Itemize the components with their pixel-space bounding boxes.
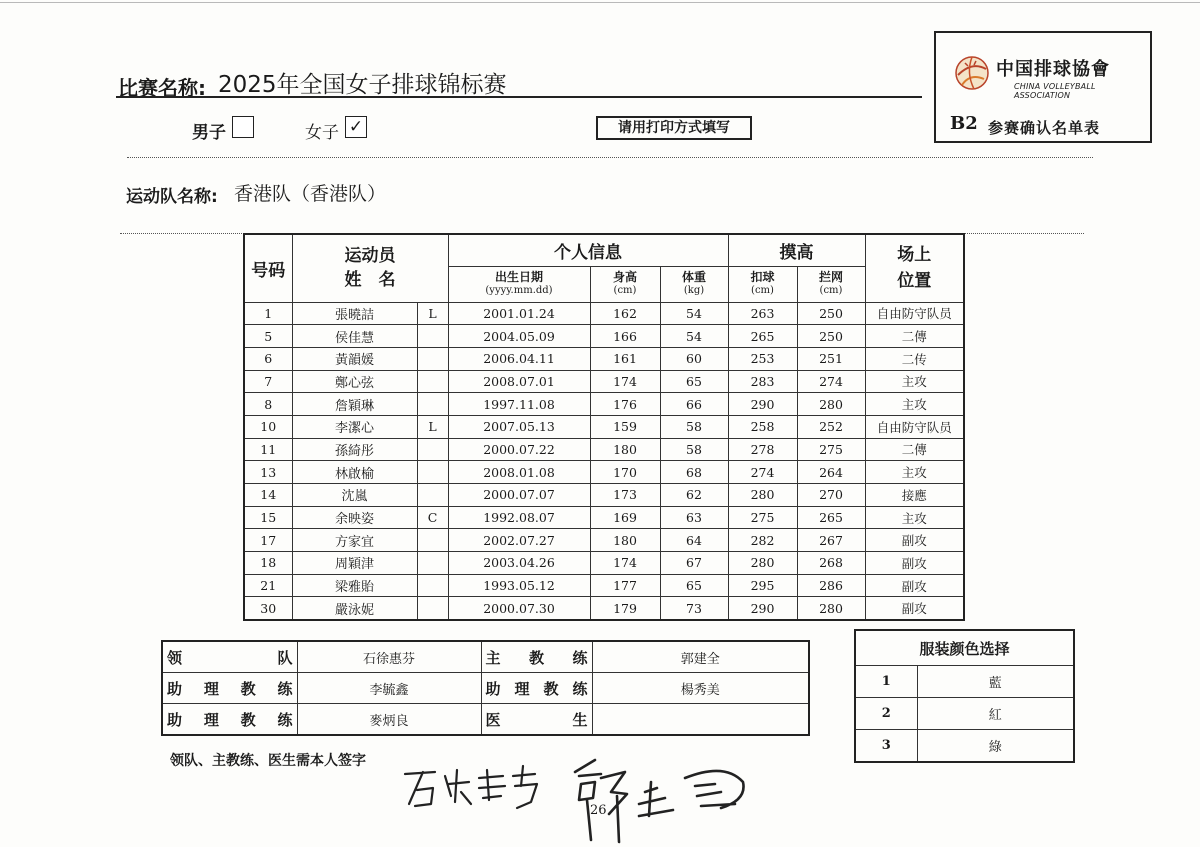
cell-position: 主攻: [865, 393, 964, 416]
table-row: [244, 370, 964, 393]
header-block: [797, 266, 865, 302]
signature-note: 领队、主教练、医生需本人签字: [170, 753, 366, 769]
table-row: [244, 506, 964, 529]
form-code: B2: [950, 113, 978, 134]
cell-name: 鄭心弦: [292, 370, 417, 393]
cell-number: 8: [244, 393, 292, 416]
header-weight: [660, 266, 728, 302]
cell-weight: 68: [660, 461, 728, 484]
head-coach-name: 郭建全: [592, 641, 809, 673]
header-athlete-line1: 运动员: [344, 246, 396, 267]
table-row: [244, 552, 964, 575]
cell-mark: [417, 393, 448, 416]
cell-name: 林啟榆: [292, 461, 417, 484]
cell-dob: 2000.07.30: [448, 597, 590, 620]
role-assistant-coach-3: [162, 704, 297, 736]
cell-number: 1: [244, 302, 292, 325]
cell-dob: 2003.04.26: [448, 552, 590, 575]
header-block-label: 拦网: [818, 270, 843, 284]
table-row: [244, 415, 964, 438]
roster-table: [243, 233, 965, 621]
cell-weight: 58: [660, 415, 728, 438]
cell-spike: 275: [728, 506, 797, 529]
header-weight-unit: (kg): [683, 285, 705, 296]
cell-height: 176: [590, 393, 660, 416]
cell-spike: 295: [728, 574, 797, 597]
cell-dob: 2002.07.27: [448, 529, 590, 552]
assistant-coach-3-name: 麥炳良: [297, 704, 481, 736]
cell-dob: 2004.05.09: [448, 325, 590, 348]
cell-mark: [417, 370, 448, 393]
cell-name: 李潔心: [292, 415, 417, 438]
cell-weight: 58: [660, 438, 728, 461]
color-row: [855, 666, 1074, 698]
color-option-value: 紅: [917, 698, 1074, 730]
cell-block: 280: [797, 597, 865, 620]
gender-male-checkbox[interactable]: [232, 116, 254, 138]
cell-spike: 290: [728, 597, 797, 620]
header-block-unit: (cm): [819, 285, 843, 296]
cell-number: 21: [244, 574, 292, 597]
dotted-separator-1: [127, 157, 1093, 158]
cell-height: 177: [590, 574, 660, 597]
color-option-value: 綠: [917, 730, 1074, 763]
top-rule: [0, 2, 1200, 3]
cell-weight: 73: [660, 597, 728, 620]
org-name-en: CHINA VOLLEYBALL ASSOCIATION: [1014, 82, 1096, 100]
cell-position: 副攻: [865, 574, 964, 597]
header-position-line2: 位置: [897, 271, 932, 292]
cell-number: 17: [244, 529, 292, 552]
cell-spike: 283: [728, 370, 797, 393]
cell-position: 副攻: [865, 597, 964, 620]
cell-number: 14: [244, 484, 292, 507]
cell-position: 副攻: [865, 529, 964, 552]
table-row: [244, 347, 964, 370]
cell-spike: 265: [728, 325, 797, 348]
cell-block: 280: [797, 393, 865, 416]
color-row: [855, 698, 1074, 730]
role-doctor: [481, 704, 592, 736]
cell-block: 268: [797, 552, 865, 575]
competition-name: 2025年全国女子排球锦标赛: [218, 72, 507, 98]
cell-spike: 290: [728, 393, 797, 416]
cell-weight: 62: [660, 484, 728, 507]
table-row: [244, 461, 964, 484]
cell-name: 嚴泳妮: [292, 597, 417, 620]
cell-mark: [417, 484, 448, 507]
cell-height: 180: [590, 438, 660, 461]
cell-name: 孫綺彤: [292, 438, 417, 461]
cell-spike: 282: [728, 529, 797, 552]
org-name-cn: 中国排球協會: [996, 59, 1110, 80]
cell-spike: 258: [728, 415, 797, 438]
cell-number: 15: [244, 506, 292, 529]
header-position-line1: 场上: [897, 245, 932, 266]
cell-block: 252: [797, 415, 865, 438]
gender-female-label: 女子: [305, 123, 339, 143]
role-doctor-label: 医 生: [485, 710, 588, 729]
header-dob-label: 出生日期: [494, 270, 543, 284]
cell-position: 二傳: [865, 438, 964, 461]
assistant-coach-1-name: 李毓鑫: [297, 673, 481, 704]
cell-number: 18: [244, 552, 292, 575]
cell-mark: [417, 529, 448, 552]
cell-mark: [417, 325, 448, 348]
cell-position: 主攻: [865, 370, 964, 393]
cell-mark: [417, 438, 448, 461]
cell-dob: 2007.05.13: [448, 415, 590, 438]
uniform-color-title: 服装颜色选择: [855, 630, 1074, 666]
cell-mark: [417, 347, 448, 370]
cell-height: 179: [590, 597, 660, 620]
cell-dob: 2000.07.07: [448, 484, 590, 507]
cell-spike: 253: [728, 347, 797, 370]
header-height-label: 身高: [612, 270, 637, 284]
header-athlete-line2: 姓 名: [344, 270, 396, 291]
cell-position: 自由防守队员: [865, 415, 964, 438]
cell-block: 251: [797, 347, 865, 370]
role-team-leader: [162, 641, 297, 673]
signature-head-coach: [575, 760, 744, 842]
header-number: 号码: [244, 234, 292, 302]
cell-position: 主攻: [865, 461, 964, 484]
color-option-number: 2: [855, 698, 917, 730]
cell-spike: 280: [728, 552, 797, 575]
cell-name: 方家宜: [292, 529, 417, 552]
cell-mark: C: [417, 506, 448, 529]
header-spike-label: 扣球: [750, 270, 775, 284]
table-row: [244, 302, 964, 325]
header-athlete: [292, 234, 448, 302]
cell-mark: [417, 552, 448, 575]
signature-team-leader: [405, 766, 537, 808]
cell-mark: L: [417, 302, 448, 325]
cell-height: 161: [590, 347, 660, 370]
form-title: 参赛确认名单表: [988, 119, 1101, 137]
cell-name: 張曉詰: [292, 302, 417, 325]
cell-height: 162: [590, 302, 660, 325]
cell-weight: 63: [660, 506, 728, 529]
cell-number: 13: [244, 461, 292, 484]
cell-weight: 64: [660, 529, 728, 552]
cell-block: 265: [797, 506, 865, 529]
cell-weight: 67: [660, 552, 728, 575]
cell-name: 侯佳慧: [292, 325, 417, 348]
cell-name: 沈嵐: [292, 484, 417, 507]
role-assistant-coach-3-label: 助 理 教 练: [167, 710, 293, 729]
role-head-coach: [481, 641, 592, 673]
cell-dob: 2008.01.08: [448, 461, 590, 484]
table-row: [244, 325, 964, 348]
cell-spike: 263: [728, 302, 797, 325]
cell-block: 264: [797, 461, 865, 484]
table-row: [244, 484, 964, 507]
cell-position: 接應: [865, 484, 964, 507]
cell-name: 黃韻媛: [292, 347, 417, 370]
uniform-color-table: [854, 629, 1075, 763]
table-row: [244, 574, 964, 597]
team-leader-name: 石徐惠芬: [297, 641, 481, 673]
cell-mark: [417, 461, 448, 484]
role-assistant-coach-label: 助 理 教 练: [167, 679, 293, 698]
cell-position: 二傳: [865, 325, 964, 348]
competition-label: 比赛名称:: [118, 76, 206, 100]
cell-height: 173: [590, 484, 660, 507]
role-head-coach-label: 主 教 练: [485, 648, 588, 667]
cell-mark: [417, 574, 448, 597]
role-assistant-coach-2: [481, 673, 592, 704]
color-option-number: 3: [855, 730, 917, 763]
cell-name: 詹穎琳: [292, 393, 417, 416]
cell-number: 10: [244, 415, 292, 438]
staff-row: [162, 673, 809, 704]
staff-table: [161, 640, 810, 736]
cell-height: 159: [590, 415, 660, 438]
cell-dob: 2001.01.24: [448, 302, 590, 325]
page-number: 26: [590, 803, 607, 818]
cell-block: 250: [797, 302, 865, 325]
team-name: 香港队（香港队）: [234, 183, 387, 205]
header-spike: [728, 266, 797, 302]
cell-block: 250: [797, 325, 865, 348]
cell-spike: 280: [728, 484, 797, 507]
color-option-number: 1: [855, 666, 917, 698]
gender-male-label: 男子: [192, 123, 226, 143]
table-row: [244, 529, 964, 552]
header-weight-label: 体重: [681, 270, 706, 284]
header-dob-format: (yyyy.mm.dd): [485, 285, 553, 296]
cell-position: 自由防守队员: [865, 302, 964, 325]
header-height-unit: (cm): [613, 285, 637, 296]
header-height: [590, 266, 660, 302]
header-reach: 摸高: [728, 234, 865, 266]
cell-weight: 60: [660, 347, 728, 370]
cell-block: 274: [797, 370, 865, 393]
cell-number: 11: [244, 438, 292, 461]
cell-block: 286: [797, 574, 865, 597]
competition-underline: [116, 96, 922, 98]
cell-dob: 2008.07.01: [448, 370, 590, 393]
staff-row: [162, 641, 809, 673]
assistant-coach-2-name: 楊秀美: [592, 673, 809, 704]
table-row: [244, 393, 964, 416]
staff-row: [162, 704, 809, 736]
cell-position: 副攻: [865, 552, 964, 575]
header-position: [865, 234, 964, 302]
handwritten-signatures: [395, 752, 765, 844]
cell-number: 5: [244, 325, 292, 348]
cell-position: 主攻: [865, 506, 964, 529]
cell-dob: 1992.08.07: [448, 506, 590, 529]
role-team-leader-label: 领 队: [167, 648, 293, 667]
table-row: [244, 438, 964, 461]
cell-name: 余映姿: [292, 506, 417, 529]
volleyball-emblem-icon: [954, 55, 990, 91]
cell-mark: [417, 597, 448, 620]
cell-height: 180: [590, 529, 660, 552]
cell-block: 270: [797, 484, 865, 507]
cell-spike: 278: [728, 438, 797, 461]
table-row: [244, 597, 964, 620]
header-spike-unit: (cm): [751, 285, 774, 296]
cell-height: 174: [590, 552, 660, 575]
cell-dob: 1997.11.08: [448, 393, 590, 416]
color-row: [855, 730, 1074, 763]
role-assistant-coach-2-label: 助 理 教 练: [485, 679, 588, 698]
cell-height: 166: [590, 325, 660, 348]
cell-dob: 2006.04.11: [448, 347, 590, 370]
form-logo-box: [934, 31, 1152, 143]
cell-block: 267: [797, 529, 865, 552]
cell-height: 169: [590, 506, 660, 529]
cell-dob: 2000.07.22: [448, 438, 590, 461]
cell-name: 梁雅貽: [292, 574, 417, 597]
cell-number: 30: [244, 597, 292, 620]
print-instruction-note: 请用打印方式填写: [596, 116, 752, 140]
cell-weight: 65: [660, 574, 728, 597]
cell-position: 二传: [865, 347, 964, 370]
color-option-value: 藍: [917, 666, 1074, 698]
cell-weight: 66: [660, 393, 728, 416]
cell-weight: 54: [660, 302, 728, 325]
header-dob: [448, 266, 590, 302]
cell-weight: 65: [660, 370, 728, 393]
cell-number: 7: [244, 370, 292, 393]
cell-number: 6: [244, 347, 292, 370]
cell-height: 174: [590, 370, 660, 393]
cell-mark: L: [417, 415, 448, 438]
doctor-name: [592, 704, 809, 736]
header-personal-info: 个人信息: [448, 234, 728, 266]
cell-height: 170: [590, 461, 660, 484]
cell-block: 275: [797, 438, 865, 461]
team-label: 运动队名称:: [126, 187, 218, 207]
cell-spike: 274: [728, 461, 797, 484]
cell-dob: 1993.05.12: [448, 574, 590, 597]
cell-name: 周穎津: [292, 552, 417, 575]
role-assistant-coach: [162, 673, 297, 704]
gender-female-checkbox[interactable]: ✓: [345, 116, 367, 138]
cell-weight: 54: [660, 325, 728, 348]
